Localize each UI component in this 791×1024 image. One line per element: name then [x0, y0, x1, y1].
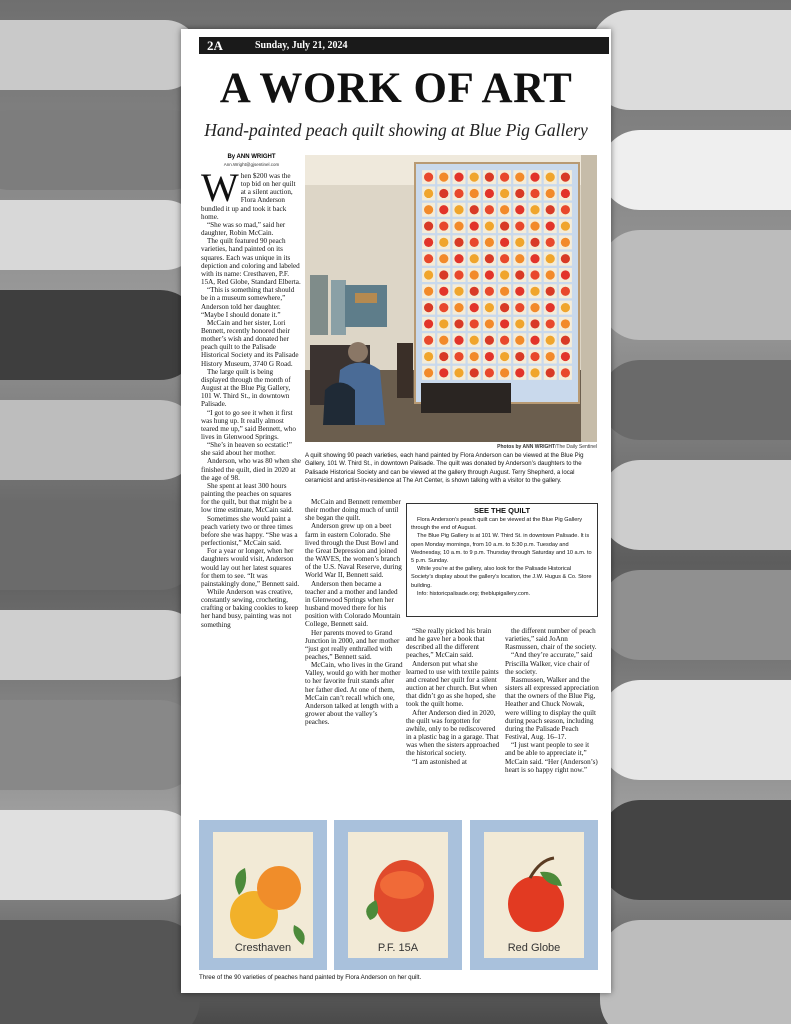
photo-caption: A quilt showing 90 peach varieties, each hand painted by Flora Anderson can be viewed at the Blue Pig Gallery, 101 W. Third St., in downtown Palisade. The quilt was donated by Anderson’s daughters to the Palisade Historical Society and can be viewed at the gallery through August. Terry Shepherd, a local ceramicist and artist-in-residence at The Art Center, is shown talking with a visitor to the gallery. — [305, 452, 584, 485]
sidebar-info-links: Info: historicpalisade.org; theblupigallery.com. — [417, 590, 531, 597]
article-paragraph: Rasmussen, Walker and the sisters all expressed appreciation that the owners of the Blue Pig, Heather and Chuck Nowak, were willing to display the quilt during peach season, including during the Palisade Peach Festival, Aug. 16–17. — [505, 675, 599, 742]
sidebar-paragraph: While you’re at the gallery, also look for the Palisade Historical Society’s display about the gallery’s location, the J.W. Hugus & Co. Store building. — [411, 566, 592, 589]
gallery-photo-illustration — [305, 155, 597, 442]
article-lead-paragraph — [201, 165, 301, 221]
quilt-square-pf15a — [334, 820, 462, 970]
article-paragraph: the different number of peach varieties,” said JoAnn Rasmussen, chair of the society. — [505, 627, 597, 652]
article-paragraph: McCain, who lives in the Grand Valley, would go with her mother to her favorite fruit stands after her father died. At one of them, McCain can’t recall which one, Anderson talked at length with a grower about the valley’s peaches. — [305, 661, 403, 727]
article-paragraph: While Anderson was creative, constantly sewing, crocheting, crafting or baking cookies to keep her hand busy, painting was not something — [201, 587, 299, 629]
quilt-square-cresthaven — [199, 820, 327, 970]
subheadline: Hand-painted peach quilt showing at Blue Pig Gallery — [204, 120, 588, 140]
byline: By ANN WRIGHT — [227, 154, 276, 160]
article-paragraph: McCain and Bennett remember their mother doing much of until she began the quilt. — [305, 498, 401, 523]
article-paragraph: After Anderson died in 2020, the quilt was forgotten for awhile, only to be rediscovered in a plastic bag in a garage. That was when the sisters approached the historical society. — [406, 708, 500, 758]
article-paragraph: “She was so mad,” said her daughter, Robin McCain. — [201, 220, 286, 238]
article-paragraph: McCain and her sister, Lori Bennett, recently honored their mother’s wish and donated her peach quilt to the Palisade Historical Society and its Palisade History Museum, 3740 G Road. — [201, 318, 299, 368]
article-paragraph: Sometimes she would paint a peach variety two or three times before she was happy. “She was a perfectionist,” McCain said. — [201, 514, 298, 548]
photo-credit — [305, 444, 597, 451]
article-column-4 — [505, 627, 599, 774]
article-paragraph: Anderson put what she learned to use with textile paints and created her quilt for a silent auction at her church. But when that didn’t go as she hoped, she took the quilt home. — [406, 659, 499, 709]
article-paragraph: “And they’re accurate,” said Priscilla Walker, vice chair of the society. — [505, 651, 593, 676]
sidebar-paragraph: The Blue Pig Gallery is at 101 W. Third St. in downtown Palisade. It is open Monday mornings, from 10 a.m. to 5:30 p.m. Tuesday and Wednesday, 10 a.m. to 9 p.m. Thursday through Saturday and 10 a.m. to 5 p.m. Sunday. — [411, 533, 592, 565]
article-paragraph: “She really picked his brain and he gave her a book that described all the different peaches,” McCain said. — [406, 627, 492, 660]
article-paragraph: Anderson, who was 80 when she finished the quilt, died in 2020 at the age of 98. — [201, 457, 302, 482]
article-column-3 — [406, 627, 500, 766]
article-paragraph: Her parents moved to Grand Junction in 2000, and her mother “just got really enthralled with peaches,” Bennett said. — [305, 628, 400, 661]
sidebar-paragraph: Flora Anderson’s peach quilt can be viewed at the Blue Pig Gallery through the end of August. — [411, 517, 583, 532]
article-paragraph: She spent at least 300 hours painting the peaches on squares for the quilt, but that might be a low time estimate, McCain said. — [201, 481, 294, 515]
quilt-square-red-globe — [470, 820, 598, 970]
drop-cap: W — [201, 165, 239, 210]
lead-text: hen $200 was the top bid on her quilt at a silent auction, Flora Anderson bundled it up and took it back home. — [201, 172, 296, 221]
article-paragraph: “I am astonished at — [412, 757, 467, 766]
page-header-bar — [199, 37, 609, 54]
quilt-label-cresthaven: Cresthaven — [234, 942, 292, 954]
article-paragraph: For a year or longer, when her daughters would visit, Anderson would lay out her latest squares for them to see. “It was painstakingly done,” Bennett said. — [201, 547, 300, 588]
article-paragraph: Anderson then became a teacher and a mother and landed in Glenwood Springs when her husband moved there for his position with Colorado Mountain College, Bennett said. — [305, 579, 401, 629]
quilt-label-red-globe: Red Globe — [507, 942, 561, 954]
byline-email: Ann.Wright@gjsentinel.com — [223, 162, 280, 167]
sidebar-title: SEE THE QUILT — [473, 506, 531, 515]
quilt-squares-caption: Three of the 90 varieties of peaches hand painted by Flora Anderson on her quilt. — [199, 974, 422, 981]
article-paragraph: “I just want people to see it and be able to appreciate it,” McCain said. “Her (Anderson’s) heart is so happy right now.” — [505, 741, 598, 774]
photo-credit-name: Photos by ANN WRIGHT — [497, 444, 556, 450]
see-the-quilt-sidebar — [406, 503, 598, 617]
article-paragraph: “I got to go see it when it first was hung up. It really almost teared me up,” said Bennett, who lives in Glenwood Springs. — [201, 408, 296, 441]
article-paragraph: “This is something that should be in a museum somewhere,” Anderson told her daughter. “Maybe I should donate it.” — [201, 286, 295, 319]
article-paragraph: The large quilt is being displayed through the month of August at the Blue Pig Gallery, 101 W. Third St., in downtown Palisade. — [201, 367, 291, 409]
article-paragraph: Anderson grew up on a beet farm in eastern Colorado. She lived through the Dust Bowl and the Great Depression and joined the WAVES, the women’s branch of the U.S. Naval Reserve, during World War II, Bennett said. — [305, 522, 402, 580]
issue-date: Sunday, July 21, 2024 — [255, 40, 348, 51]
gallery-photo — [305, 155, 597, 442]
article-column-2 — [305, 498, 403, 726]
article-column-1 — [201, 165, 302, 629]
photo-credit-org: /The Daily Sentinel — [555, 444, 597, 450]
page-number: 2A — [207, 38, 223, 53]
headline: A WORK OF ART — [219, 65, 573, 112]
quilt-label-pf15a: P.F. 15A — [377, 942, 419, 954]
newspaper-page — [181, 29, 611, 993]
article-paragraph: “She’s in heaven so ecstatic!” she said about her mother. — [201, 441, 292, 458]
article-paragraph: The quilt featured 90 peach varieties, hand painted on its squares. Each was unique in its depiction and coloring and labeled with its name: Cresthaven, P.F. 15A, Red Globe, Standard Elberta. — [201, 237, 301, 287]
